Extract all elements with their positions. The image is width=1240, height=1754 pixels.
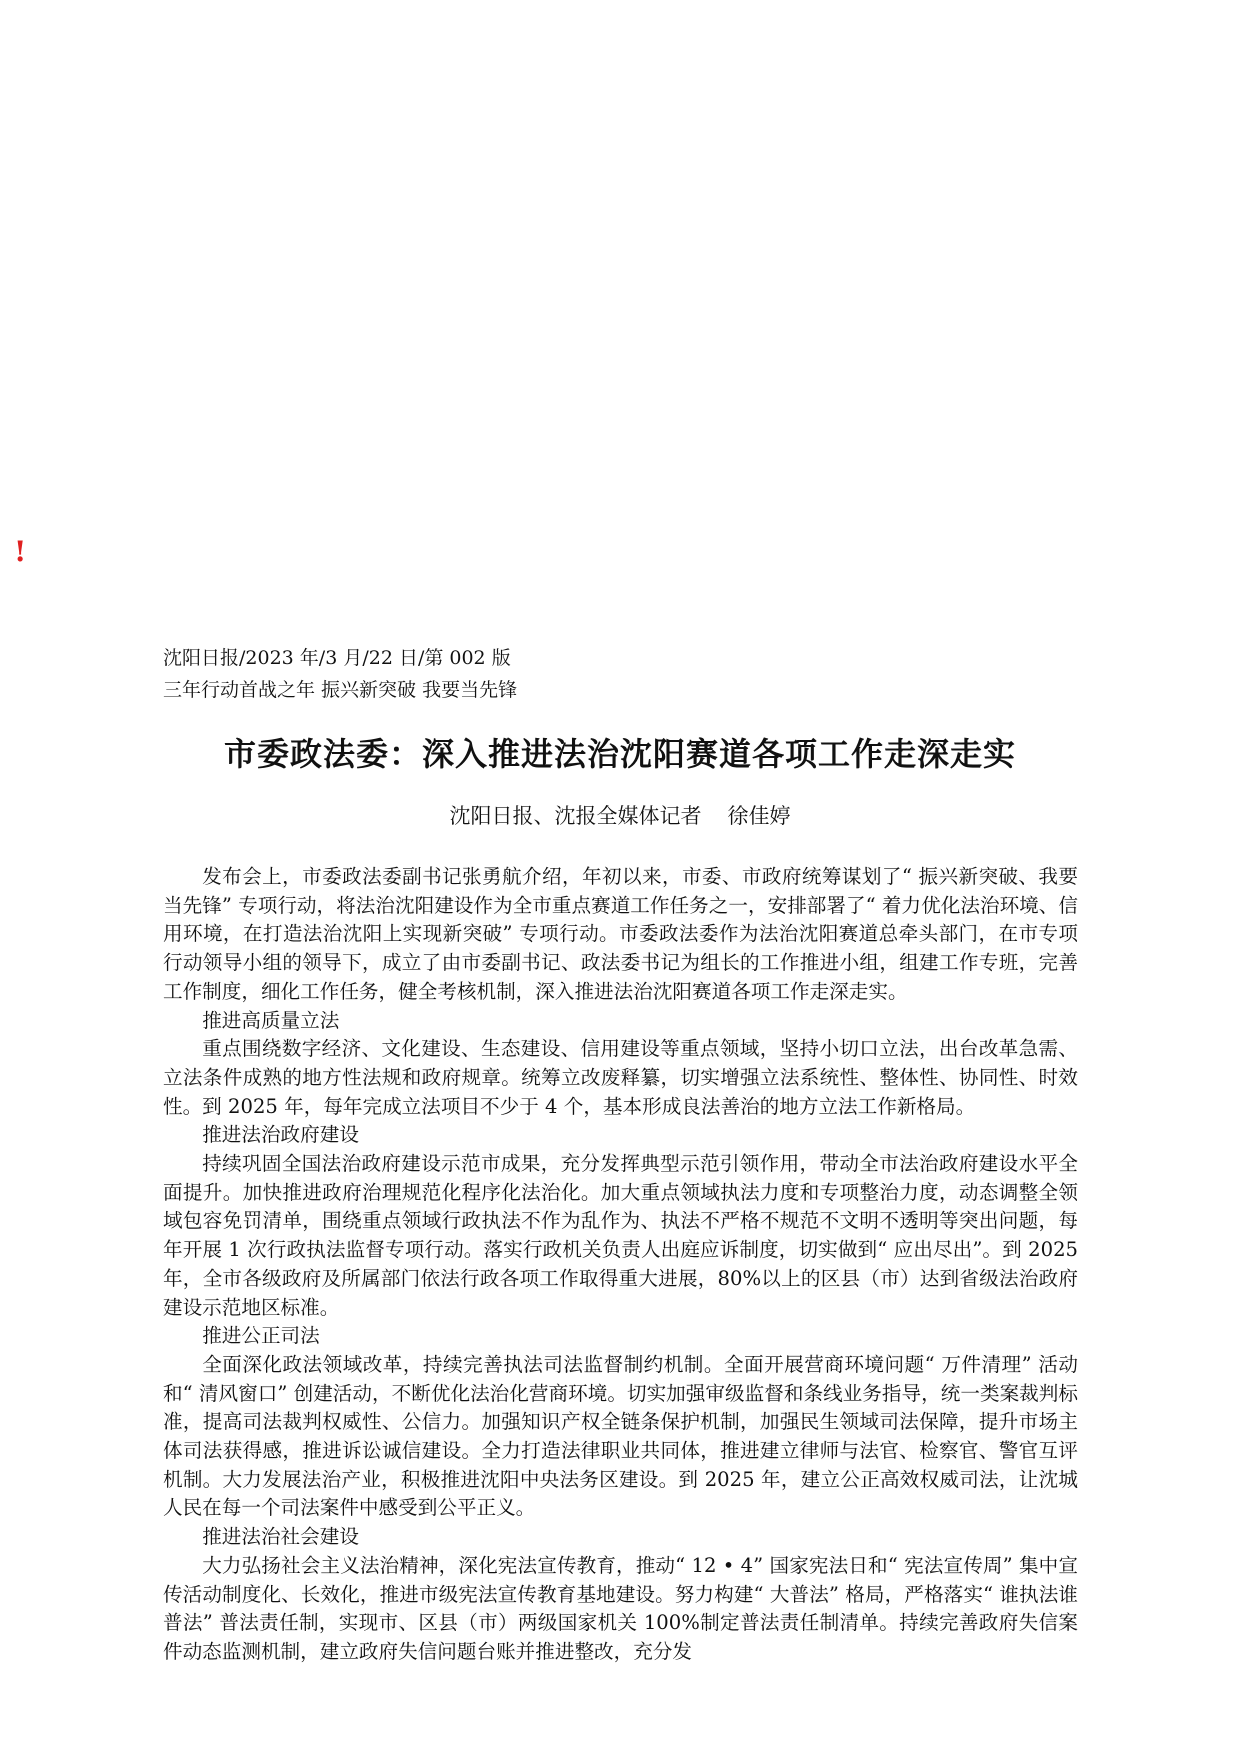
article-title: 市委政法委：深入推进法治沈阳赛道各项工作走深走实: [223, 735, 1016, 773]
article-meta: [163, 642, 517, 706]
section-paragraph: 重点围绕数字经济、文化建设、生态建设、信用建设等重点领域，坚持小切口立法，出台改革急需、立法条件成熟的地方性法规和政府规章。统筹立改废释纂，切实增强立法系统性、整体性、协同性、时效性。到 2025 年，每年完成立法项目不少于 4 个，基本形成良法善治的地方立法工作新格局。: [163, 1037, 1078, 1118]
source-line: 沈阳日报/2023 年/3 月/22 日/第 002 版: [163, 647, 511, 669]
byline: [0, 800, 1240, 832]
intro-paragraph: 发布会上，市委政法委副书记张勇航介绍，年初以来，市委、市政府统筹谋划了“ 振兴新突破、我要当先锋” 专项行动，将法治沈阳建设作为全市重点赛道工作任务之一，安排部署了“ 着力优化法治环境、信用环境，在打造法治沈阳上实现新突破” 专项行动。市委政法委作为法治沈阳赛道总牵头部门，在市专项行动领导小组的领导下，成立了由市委副书记、政法委书记为组长的工作推进小组，组建工作专班，完善工作制度，细化工作任务，健全考核机制，深入推进法治沈阳赛道各项工作走深走实。: [163, 865, 1078, 1003]
section-paragraph: 全面深化政法领域改革，持续完善执法司法监督制约机制。全面开展营商环境问题“ 万件清理” 活动和“ 清风窗口” 创建活动，不断优化法治化营商环境。切实加强审级监督和条线业务指导，统一类案裁判标准，提高司法裁判权威性、公信力。加强知识产权全链条保护机制，加强民生领域司法保障，提升市场主体司法获得感，推进诉讼诚信建设。全力打造法律职业共同体，推进建立律师与法官、检察官、警官互评机制。大力发展法治产业，积极推进沈阳中央法务区建设。到 2025 年，建立公正高效权威司法，让沈城人民在每一个司法案件中感受到公平正义。: [163, 1352, 1078, 1520]
section-paragraph: 大力弘扬社会主义法治精神，深化宪法宣传教育，推动“ 12 • 4” 国家宪法日和“ 宪法宣传周” 集中宣传活动制度化、长效化，推进市级宪法宣传教育基地建设。努力构建“ 大普法” 格局，严格落实“ 谁执法谁普法” 普法责任制，实现市、区县（市）两级国家机关 100%制定普法责任制清单。持续完善政府失信案件动态监测机制，建立政府失信问题台账并推进整改，充分发: [163, 1553, 1078, 1663]
column-line: 三年行动首战之年 振兴新突破 我要当先锋: [163, 679, 518, 701]
section-paragraph: 持续巩固全国法治政府建设示范市成果，充分发挥典型示范引领作用，带动全市法治政府建设水平全面提升。加快推进政府治理规范化程序化法治化。加大重点领域执法力度和专项整治力度，动态调整全领域包容免罚清单，围绕重点领域行政执法不作为乱作为、执法不严格不规范不文明不透明等突出问题，每年开展 1 次行政执法监督专项行动。落实行政机关负责人出庭应诉制度，切实做到“ 应出尽出”。到 2025 年，全市各级政府及所属部门依法行政各项工作取得重大进展，80%以上的区县（市）达到省级法治政府建设示范地区标准。: [163, 1152, 1078, 1319]
red-exclamation-mark: !: [14, 535, 27, 568]
section-heading: 推进高质量立法: [202, 1008, 340, 1032]
byline-org: 沈阳日报、沈报全媒体记者: [449, 804, 702, 828]
section-heading: 推进法治社会建设: [202, 1525, 359, 1549]
article-body: [163, 863, 1078, 1667]
section-heading: 推进公正司法: [202, 1324, 320, 1348]
section-heading: 推进法治政府建设: [202, 1123, 359, 1147]
byline-author: 徐佳婷: [727, 804, 791, 828]
